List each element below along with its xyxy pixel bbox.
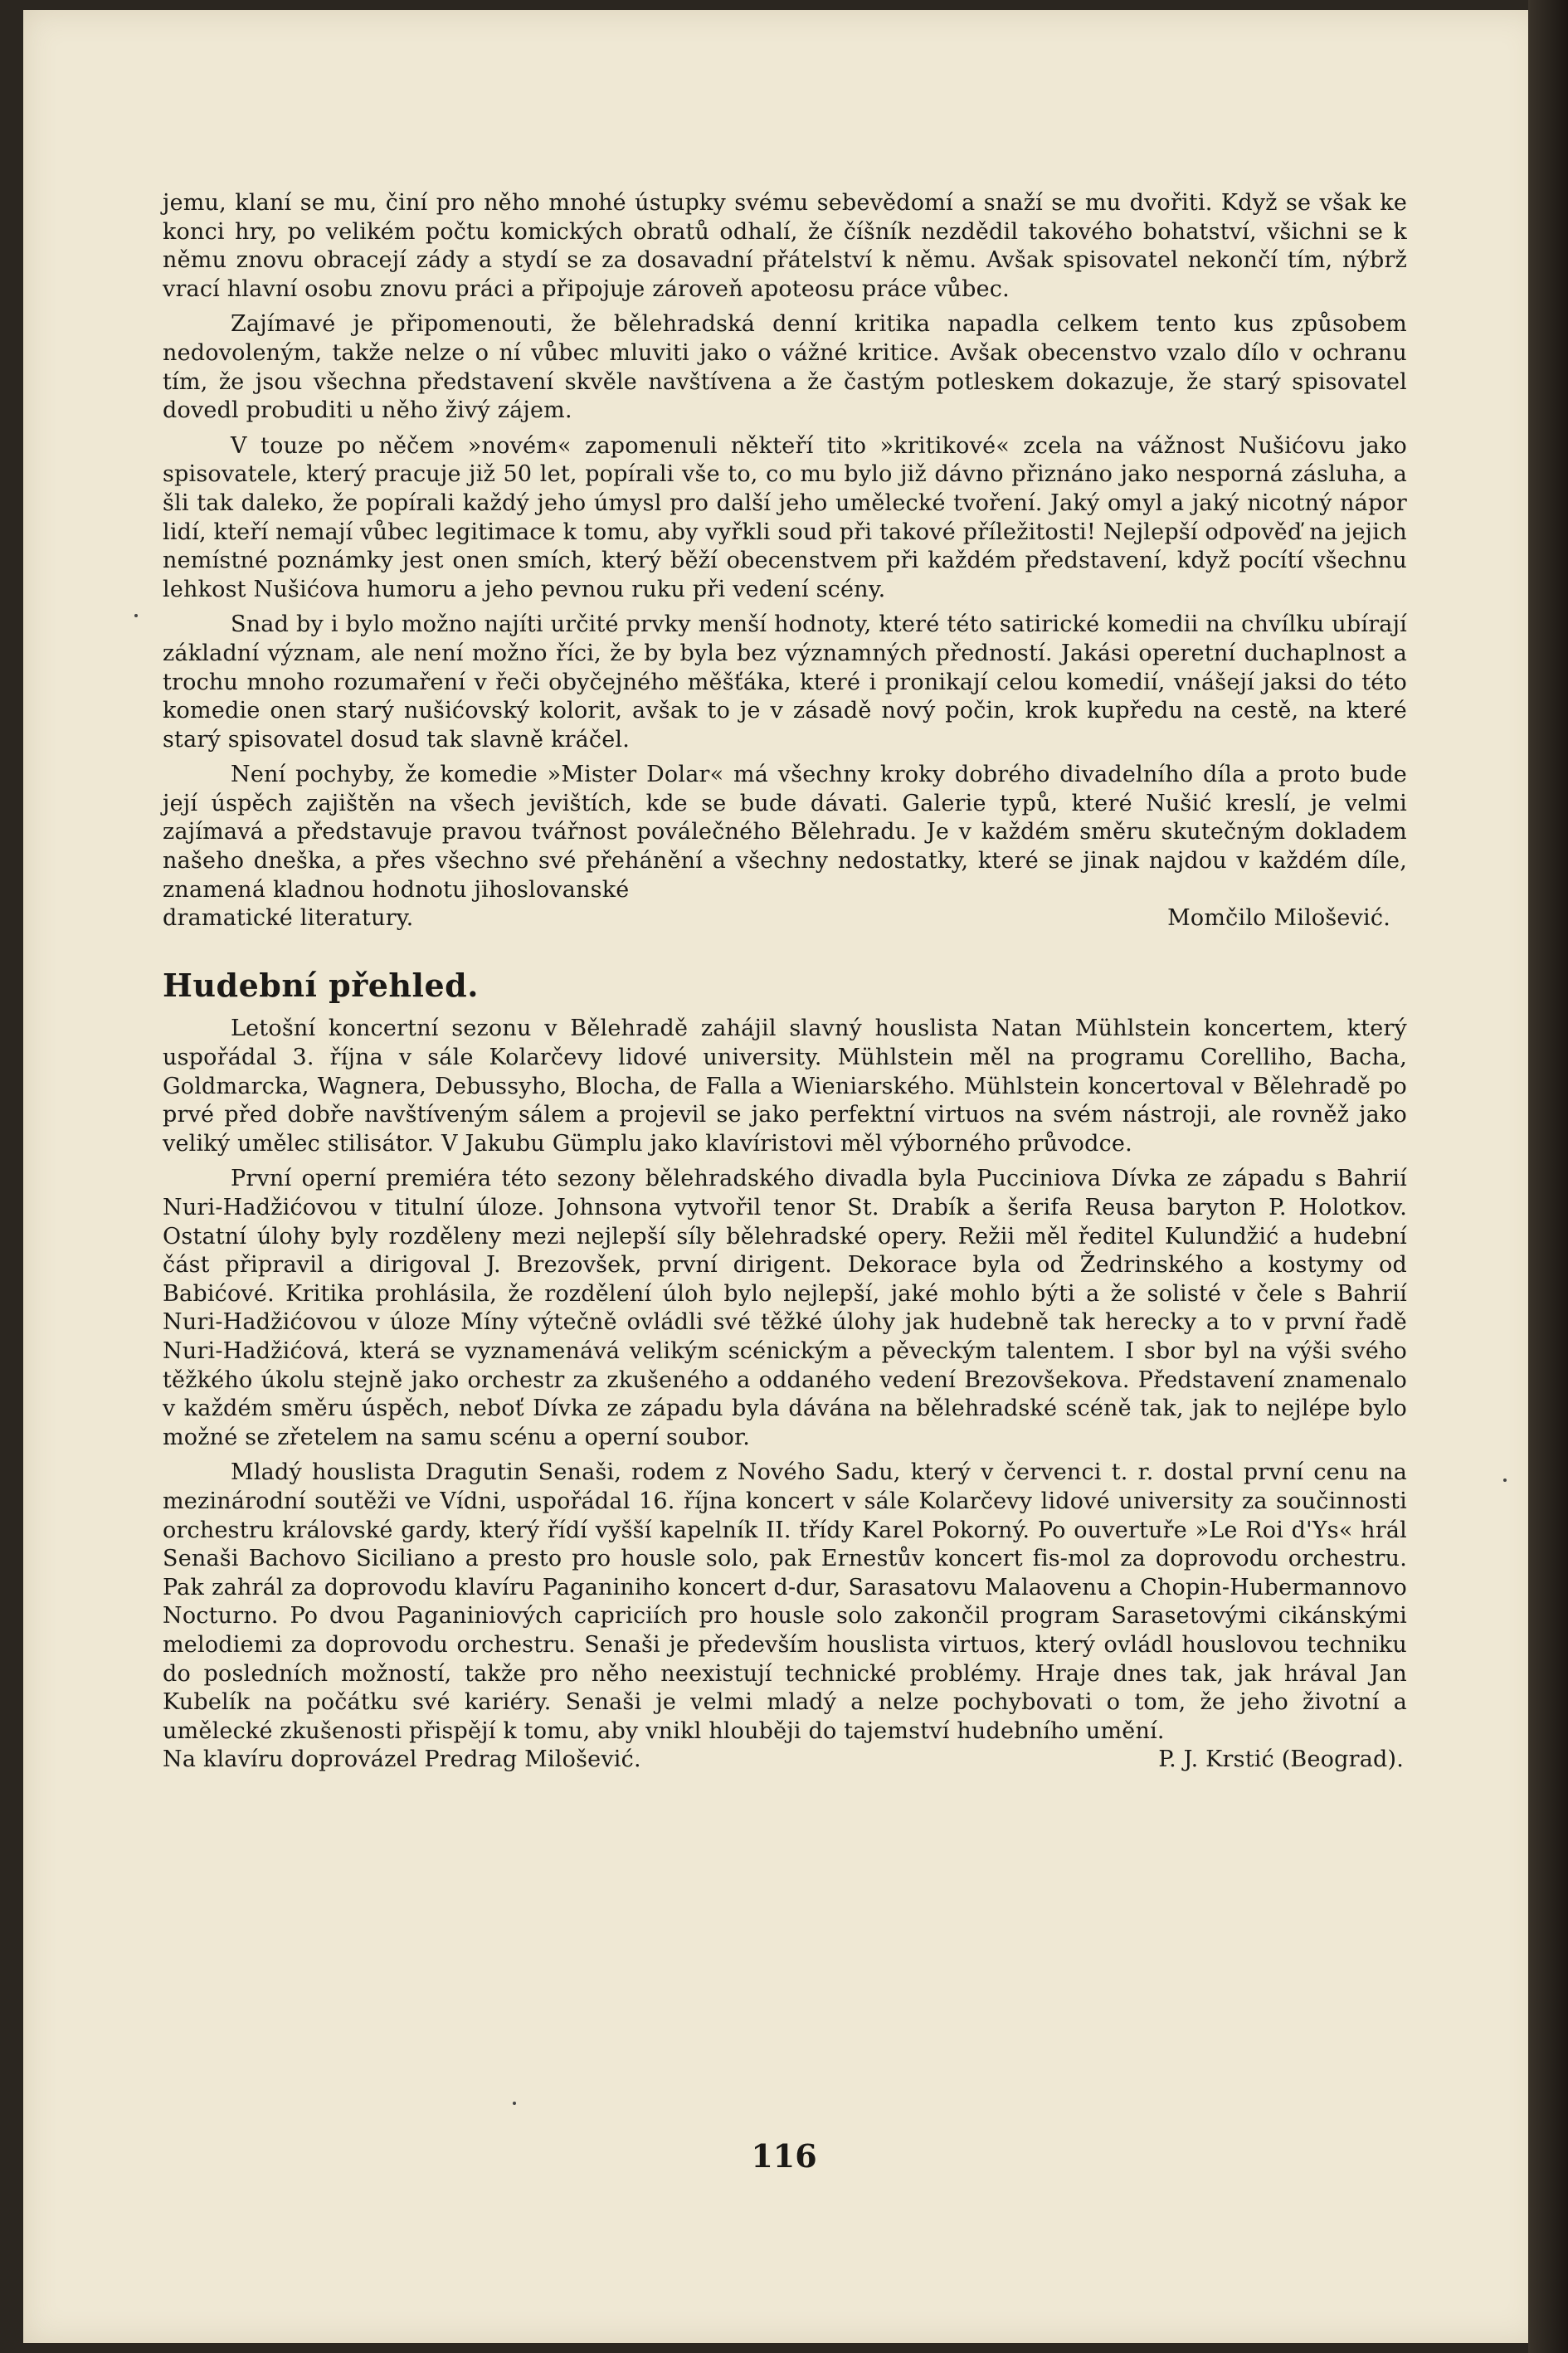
print-speck xyxy=(513,2102,516,2105)
paragraph: První operní premiéra této sezony bělehradského divadla byla Pucciniova Dívka ze západu s Bahrií Nuri-Hadžićovou v titulní úloze. Johnsona vytvořil tenor St. Drabík a šerifa Reusa baryton P. Holotkov. Ostatní úlohy byly rozděleny mezi nejlepší síly bělehradské opery. Režii měl ředitel Kulundžić a hudební část připravil a dirigoval J. Brezovšek, první dirigent. Dekorace byla od Žedrinského a kostymy od Babićové. Kritika prohlásila, že rozdělení úloh bylo nejlepší, jaké mohlo býti a že solisté v čele s Bahrií Nuri-Hadžićovou v úloze Míny výtečně ovládli své těžké úlohy jak hudebně tak herecky a to v první řadě Nuri-Hadžićová, která se vyznamenává velikým scénickým a pěveckým talentem. I sbor byl na výši svého těžkého úkolu stejně jako orchestr za zkušeného a oddaného vedení Brezovšekova. Představení znamenalo v každém směru úspěch, neboť Dívka ze západu byla dávána na bělehradské scéně tak, jak to nejlépe bylo možné se zřetelem na samu scénu a operní soubor. xyxy=(163,1166,1407,1450)
paragraph: V touze po něčem »novém« zapomenuli někteří tito »kritikové« zcela na vážnost Nušićovu jako spisovatele, který pracuje již 50 let, popírali vše to, co mu bylo již dávno přiznáno jako nesporná zásluha, a šli tak daleko, že popírali každý jeho úmysl pro další jeho umělecké tvoření. Jaký omyl a jaký nicotný nápor lidí, kteří nemají vůbec legitimace k tomu, aby vyřkli soud při takové příležitosti! Nejlepší odpověď na jejich nemístné poznámky jest onen smích, který běží obecenstvem při každém představení, když pocítí všechnu lehkost Nušićova humoru a jeho pevnou ruku při vedení scény. xyxy=(163,432,1407,602)
author-signature: Momčilo Milošević. xyxy=(1167,905,1390,932)
paragraph-text: Není pochyby, že komedie »Mister Dolar« má všechny kroky dobrého divadelního díla a proto bude její úspěch zajištěn na všech jevištích, kde se bude dávati. Galerie typů, které Nušić kreslí, je velmi zajímavá a představuje pravou tvářnost poválečného Bělehradu. Je v každém směru skutečným dokladem našeho dneška, a přes všechno své přehánění a všechny nedostatky, které se jinak najdou v každém díle, znamená kladnou hodnotu jihoslovanské xyxy=(163,762,1407,903)
signature-line xyxy=(163,904,1407,933)
page-number: 116 xyxy=(751,2137,817,2175)
paragraph-last-line: dramatické literatury. xyxy=(163,905,414,932)
print-speck xyxy=(134,614,138,617)
section-heading: Hudební přehled. xyxy=(163,966,479,1004)
paragraph: jemu, klaní se mu, činí pro něho mnohé ústupky svému sebevědomí a snaží se mu dvořiti. Když se však ke konci hry, po velikém počtu komických obratů odhalí, že číšník nezdědil takového bohatství, všichni se k němu znovu obracejí zády a stydí se za dosavadní přátelství k němu. Avšak spisovatel nekončí tím, nýbrž vrací hlavní osobu znovu práci a připojuje zároveň apoteosu práce vůbec. xyxy=(163,190,1407,302)
book-spine xyxy=(1528,0,1568,2353)
print-speck xyxy=(1503,1479,1507,1482)
paragraph-last-line: Na klavíru doprovázel Predrag Milošević. xyxy=(163,1746,641,1773)
signature-line xyxy=(163,1746,1407,1775)
paragraph xyxy=(163,761,1407,904)
paragraph-text: Mladý houslista Dragutin Senaši, rodem z Nového Sadu, který v červenci t. r. dostal první cenu na mezinárodní soutěži ve Vídni, uspořádal 16. října koncert v sále Kolarčevy lidové university za součinnosti orchestru královské gardy, který řídí vyšší kapelník II. třídy Karel Pokorný. Po ouvertuře »Le Roi d'Ys« hrál Senaši Bachovo Siciliano a presto pro housle solo, pak Ernestův koncert fis-mol za doprovodu orchestru. Pak zahrál za doprovodu klavíru Paganiniho koncert d-dur, Sarasatovu Malaovenu a Chopin-Hubermannovo Nocturno. Po dvou Paganiniových capriciích pro housle solo zakončil program Sarasetovými cikánskými melodiemi za doprovodu orchestru. Senaši je především houslista virtuos, který ovládl houslovou techniku do posledních možností, takže pro něho neexistují technické problémy. Hraje dnes tak, jak hrával Jan Kubelík na počátku své kariéry. Senaši je velmi mladý a nelze pochybovati o tom, že jeho životní a umělecké zkušenosti přispějí k tomu, aby vnikl hlouběji do tajemství hudebního umění. xyxy=(163,1459,1407,1744)
paragraph: Snad by i bylo možno najíti určité prvky menší hodnoty, které této satirické komedii na chvílku ubírají základní význam, ale není možno říci, že by byla bez významných předností. Jakási operetní duchaplnost a trochu mnoho rozumaření v řeči obyčejného měšťáka, které i pronikají celou komedií, vnášejí jaksi do této komedie onen starý nušićovský kolorit, avšak to je v zásadě nový počin, krok kupředu na cestě, na které starý spisovatel dosud tak slavně kráčel. xyxy=(163,611,1407,753)
paragraph: Zajímavé je připomenouti, že bělehradská denní kritika napadla celkem tento kus způsobem nedovoleným, takže nelze o ní vůbec mluviti jako o vážné kritice. Avšak obecenstvo vzalo dílo v ochranu tím, že jsou všechna představení skvěle navštívena a že častým potleskem dokazuje, že starý spisovatel dovedl probuditi u něho živý zájem. xyxy=(163,311,1407,424)
page-content xyxy=(163,189,1407,1775)
author-signature: P. J. Krstić (Beograd). xyxy=(1158,1746,1404,1773)
paragraph xyxy=(163,1459,1407,1746)
paragraph: Letošní koncertní sezonu v Bělehradě zahájil slavný houslista Natan Mühlstein koncertem, který uspořádal 3. října v sále Kolarčevy lidové university. Mühlstein měl na programu Corelliho, Bacha, Goldmarcka, Wagnera, Debussyho, Blocha, de Falla a Wieniarského. Mühlstein koncertoval v Bělehradě po prvé před dobře navštíveným sálem a projevil se jako perfektní virtuos na svém nástroji, ale rovněž jako veliký umělec stilisátor. V Jakubu Gümplu jako klavíristovi měl výborného průvodce. xyxy=(163,1016,1407,1157)
